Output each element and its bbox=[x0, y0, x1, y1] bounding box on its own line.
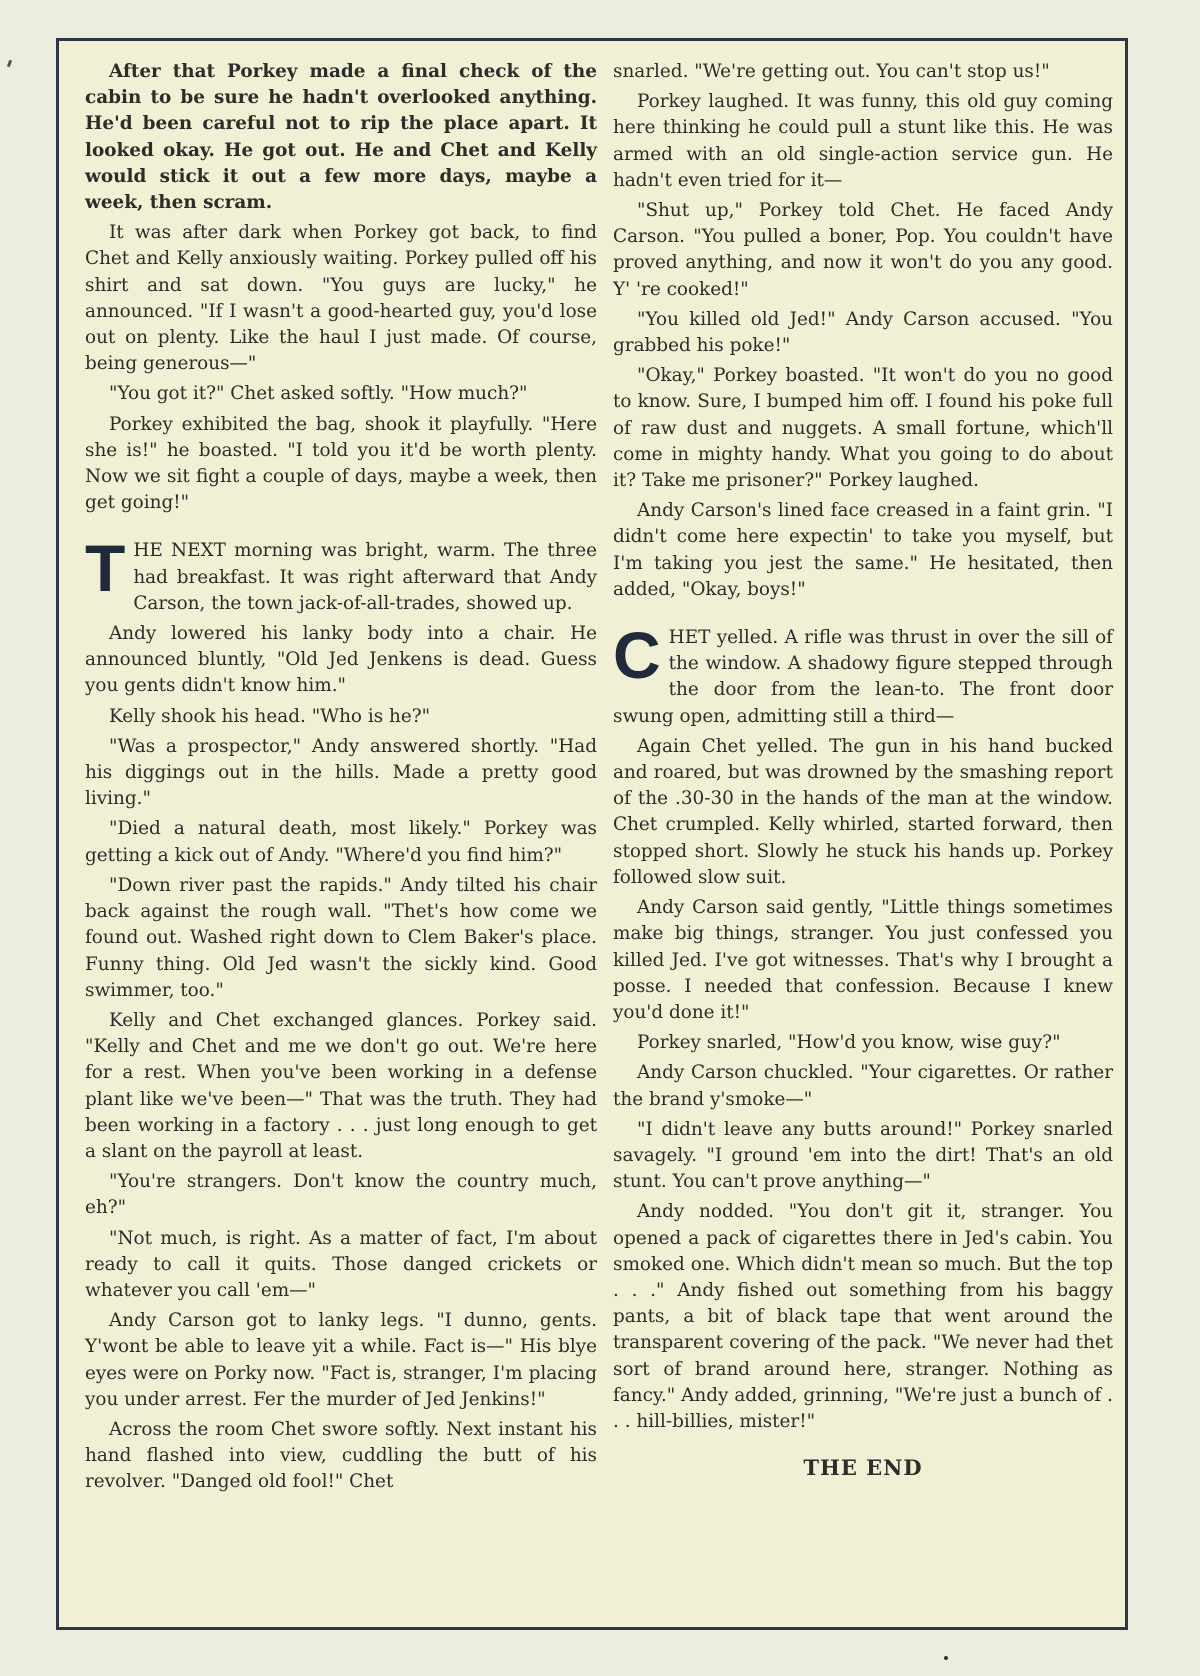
paragraph: Again Chet yelled. The gun in his hand bucked and roared, but was drowned by the smashing report of the .30-30 in the hands of the man at the window. Chet crumpled. Kelly whirled, started forward, then stopped short. Slowly he stuck his hands up. Porkey followed slow suit. bbox=[613, 735, 1113, 888]
paragraph: Kelly shook his head. "Who is he?" bbox=[109, 705, 431, 727]
paragraph: After that Porkey made a final check of the cabin to be sure he hadn't overlooked anything. He'd been careful not to rip the place apart. It looked okay. He got out. He and Chet and Kelly would stick it out a few more days, maybe a week, then scram. bbox=[85, 61, 597, 214]
paragraph: "You're strangers. Don't know the country much, eh?" bbox=[85, 1171, 597, 1219]
paragraph: "Shut up," Porkey told Chet. He faced Andy Carson. "You pulled a boner, Pop. You couldn't have proved anything, and now it won't do you any good. Y' 're cooked!" bbox=[613, 200, 1113, 300]
paragraph: "You killed old Jed!" Andy Carson accused. "You grabbed his poke!" bbox=[613, 308, 1113, 357]
paragraph: Porkey laughed. It was funny, this old guy coming here thinking he could pull a stunt like this. He was armed with an old single-action service gun. He hadn't even tried for it— bbox=[613, 91, 1113, 191]
paragraph: Porkey exhibited the bag, shook it playfully. "Here she is!" he boasted. "I told you it'd be worth plenty. Now we sit fight a couple of days, maybe a week, then get going!" bbox=[85, 413, 597, 514]
right-column bbox=[613, 59, 1113, 1481]
paragraph: "Okay," Porkey boasted. "It won't do you no good to know. Sure, I bumped him off. I found his poke full of raw dust and nuggets. A small fortune, which'll come in mighty handy. What you going to do about it? Take me prisoner?" Porkey laughed. bbox=[613, 365, 1113, 492]
paragraph: HE NEXT morning was bright, warm. The three had breakfast. It was right afterward that Andy Carson, the town jack-of-all-trades, showed up. bbox=[133, 540, 597, 614]
paragraph: Kelly and Chet exchanged glances. Porkey said. "Kelly and Chet and me we don't go out. We're here for a rest. When you've been working in a defense plant like we've been—" That was the truth. They had been working in a factory . . . just long enough to get a slant on the payroll at least. bbox=[85, 1009, 597, 1162]
paragraph: Andy nodded. "You don't git it, stranger. You opened a pack of cigarettes there in Jed's cabin. You smoked one. Which didn't mean so much. But the top . . ." Andy fished out something from his baggy pants, a bit of black tape that went around the transparent covering of the pack. "We never had thet sort of brand around here, stranger. Nothing as fancy." Andy added, grinning, "We're just a bunch of . . . hill-billies, mister!" bbox=[613, 1201, 1113, 1432]
paragraph: HET yelled. A rifle was thrust in over the sill of the window. A shadowy figure stepped through the door from the lean-to. The front door swung open, admitting still a third— bbox=[613, 627, 1113, 727]
paragraph: "Down river past the rapids." Andy tilted his chair back against the rough wall. "Thet's how come we found out. Washed right down to Clem Baker's place. Funny thing. Old Jed wasn't the sickly kind. Good swimmer, too." bbox=[85, 874, 597, 1001]
paragraph: "You got it?" Chet asked softly. "How much?" bbox=[109, 383, 528, 405]
left-column bbox=[85, 59, 597, 1500]
paragraph: "I didn't leave any butts around!" Porkey snarled savagely. "I ground 'em into the dirt! That's an old stunt. You can't prove anything—" bbox=[613, 1118, 1113, 1193]
paragraph: It was after dark when Porkey got back, to find Chet and Kelly anxiously waiting. Porkey pulled off his shirt and sat down. "You guys are lucky," he announced. "If I wasn't a good-hearted guy, you'd lose out on plenty. Like the haul I just made. Of course, being generous—" bbox=[85, 222, 597, 375]
paragraph: Andy Carson said gently, "Little things sometimes make big things, stranger. You just confessed you killed Jed. I've got witnesses. That's why I brought a posse. I needed that confession. Because I knew you'd done it!" bbox=[613, 897, 1113, 1023]
scan-speck bbox=[944, 1656, 948, 1660]
paragraph: "Was a prospector," Andy answered shortly. "Had his diggings out in the hills. Made a pretty good living." bbox=[85, 735, 597, 810]
paragraph: Andy Carson chuckled. "Your cigarettes. Or rather the brand y'smoke—" bbox=[613, 1062, 1113, 1110]
paragraph: snarled. "We're getting out. You can't stop us!" bbox=[613, 61, 1050, 82]
paragraph: Porkey snarled, "How'd you know, wise guy?" bbox=[637, 1032, 1061, 1054]
paragraph: Andy Carson got to lanky legs. "I dunno, gents. Y'wont be able to leave yit a while. Fact is—" His blye eyes were on Porky now. "Fact is, stranger, I'm placing you under arrest. Fer the murder of Jed Jenkins!" bbox=[85, 1310, 597, 1410]
scan-speck bbox=[7, 60, 12, 68]
story-page bbox=[56, 38, 1128, 1630]
drop-cap: T bbox=[85, 531, 126, 606]
paragraph: "Not much, is right. As a matter of fact, I'm about ready to call it quits. Those danged crickets or whatever you call 'em—" bbox=[85, 1227, 597, 1301]
section-break bbox=[613, 618, 1113, 730]
paragraph: Across the room Chet swore softly. Next instant his hand flashed into view, cuddling the butt of his revolver. "Danged old fool!" Chet bbox=[85, 1418, 597, 1493]
the-end-label: THE END bbox=[803, 1455, 923, 1481]
paragraph: Andy lowered his lanky body into a chair. He announced bluntly, "Old Jed Jenkens is dead. Guess you gents didn't know him." bbox=[85, 623, 597, 697]
section-break bbox=[85, 531, 597, 617]
paragraph: "Died a natural death, most likely." Porkey was getting a kick out of Andy. "Where'd you find him?" bbox=[85, 818, 597, 866]
paragraph: Andy Carson's lined face creased in a faint grin. "I didn't come here expectin' to take you myself, but I'm taking you jest the same." He hesitated, then added, "Okay, boys!" bbox=[613, 500, 1113, 600]
drop-cap: C bbox=[613, 618, 661, 693]
